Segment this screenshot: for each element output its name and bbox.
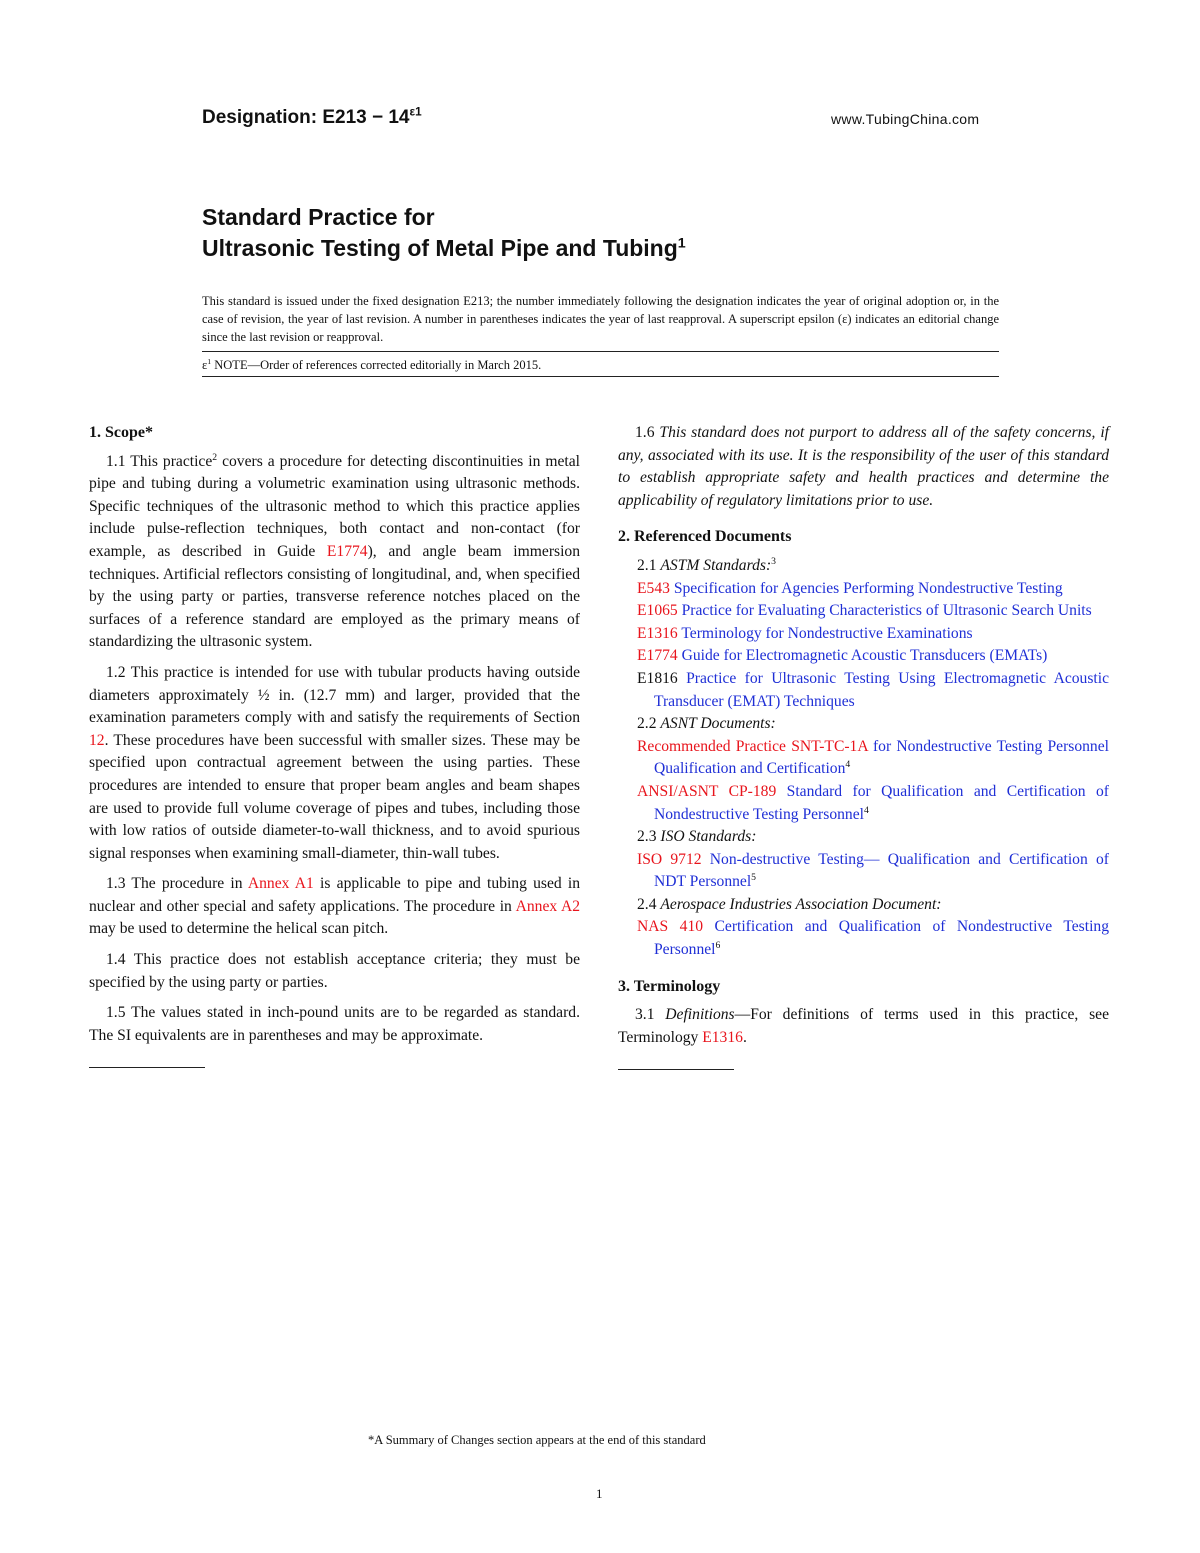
title-line-1: Standard Practice for xyxy=(202,204,435,230)
text: ASTM Standards: xyxy=(660,556,772,574)
website-url[interactable]: www.TubingChina.com xyxy=(831,111,980,127)
epsilon-note xyxy=(202,358,541,373)
footnote-mark: 3 xyxy=(771,555,776,567)
issue-note: This standard is issued under the fixed designation E213; the number immediately following the designation indicates the year of original adoption or, in the case of revision, the year of last revision. A number in parentheses indicates the year of last reapproval. A superscript epsilon (ε) indicates an editorial change since the last revision or reapproval. xyxy=(202,294,999,344)
paragraph-1-1 xyxy=(89,451,580,654)
text: 3.1 xyxy=(635,1006,666,1024)
reference-item[interactable] xyxy=(618,781,1109,826)
footnote-mark: 4 xyxy=(863,804,869,816)
link-section-12[interactable]: 12 xyxy=(89,731,105,749)
reference-title[interactable]: for Nondestructive Testing Personnel Qualification and Certification xyxy=(654,737,1109,778)
reference-code[interactable]: E1774 xyxy=(637,647,678,665)
reference-title[interactable]: Certification and Qualification of Nondestructive Testing Personnel xyxy=(654,918,1109,959)
astm-subheading xyxy=(618,555,1109,578)
reference-title[interactable]: Practice for Evaluating Characteristics of Ultrasonic Search Units xyxy=(677,602,1092,620)
text: . xyxy=(742,1028,747,1046)
reference-item[interactable] xyxy=(618,736,1109,781)
link-annex-a2[interactable]: Annex A2 xyxy=(515,897,581,915)
footnote-rule-left xyxy=(89,1067,205,1068)
iso-reference-list xyxy=(618,849,1109,894)
text: 1.6 xyxy=(635,424,660,441)
reference-code[interactable]: ISO 9712 xyxy=(637,850,702,868)
divider-top xyxy=(202,351,999,352)
page-number: 1 xyxy=(596,1486,603,1501)
title-text: Ultrasonic Testing of Metal Pipe and Tubing xyxy=(202,235,678,261)
reference-title[interactable]: Non-destructive Testing— Qualification and Certification of NDT Personnel xyxy=(654,850,1110,891)
asnt-subheading xyxy=(618,713,1109,736)
text: Aerospace Industries Association Document: xyxy=(660,895,942,913)
reference-code[interactable]: ANSI/ASNT CP-189 xyxy=(637,782,777,800)
epsilon-sup: 1 xyxy=(207,356,212,366)
footnote-mark: 2 xyxy=(212,451,218,463)
text: ASNT Documents: xyxy=(660,715,776,733)
left-column xyxy=(89,422,580,1068)
text: Definitions xyxy=(665,1006,735,1024)
divider-bottom xyxy=(202,376,999,377)
references-heading: 2. Referenced Documents xyxy=(618,528,792,546)
reference-code[interactable]: E1816 xyxy=(637,669,678,687)
footnote-rule-right xyxy=(618,1069,734,1070)
text: 1.2 This practice is intended for use with tubular products having outside diameters approximately ½ in. (12.7 mm) and larger, provided that the examination parameters comply with and satisfy the requirements of Section xyxy=(89,663,580,727)
reference-title[interactable]: Guide for Electromagnetic Acoustic Transducers (EMATs) xyxy=(677,647,1048,665)
paragraph-1-4: 1.4 This practice does not establish acceptance criteria; they must be specified by the using party or parties. xyxy=(89,951,580,991)
reference-item[interactable] xyxy=(618,600,1109,623)
text: may be used to determine the helical scan pitch. xyxy=(89,920,389,938)
paragraph-1-2 xyxy=(89,662,580,865)
iso-subheading xyxy=(618,826,1109,849)
reference-code[interactable]: E1065 xyxy=(637,602,678,620)
astm-reference-list xyxy=(618,578,1109,714)
text: 2.4 xyxy=(637,895,661,913)
text: 2.2 xyxy=(637,715,661,733)
asnt-reference-list xyxy=(618,736,1109,826)
reference-item[interactable] xyxy=(618,916,1109,961)
footnote-mark: 6 xyxy=(715,939,721,951)
title-footnote-mark: 1 xyxy=(677,235,686,252)
text: 1.3 The procedure in xyxy=(106,875,248,893)
link-e1316[interactable]: E1316 xyxy=(702,1028,743,1046)
text: 2.3 xyxy=(637,828,661,846)
reference-item[interactable] xyxy=(618,623,1109,646)
reference-code[interactable]: NAS 410 xyxy=(637,918,704,936)
reference-title[interactable]: Specification for Agencies Performing Nondestructive Testing xyxy=(669,579,1063,597)
reference-title[interactable]: Practice for Ultrasonic Testing Using Electromagnetic Acoustic Transducer (EMAT) Techniques xyxy=(654,669,1109,710)
reference-item[interactable] xyxy=(618,645,1109,668)
scope-heading: 1. Scope* xyxy=(89,424,153,441)
reference-code[interactable]: E1316 xyxy=(637,624,678,642)
designation-superscript: ε1 xyxy=(409,105,422,119)
epsilon-symbol: ε xyxy=(202,358,208,372)
text: This standard does not purport to address all of the safety concerns, if any, associated with its use. It is the responsibility of the user of this standard to establish appropriate safety and health practices and determine the applicability of regulatory limitations prior to use. xyxy=(618,424,1109,509)
reference-code[interactable]: Recommended Practice SNT-TC-1A xyxy=(637,737,868,755)
reference-code[interactable]: E543 xyxy=(637,579,670,597)
epsilon-note-text: NOTE—Order of references corrected editorially in March 2015. xyxy=(211,358,542,372)
paragraph-1-6 xyxy=(618,422,1109,512)
text: . These procedures have been successful with smaller sizes. These may be specified upon contractual agreement between the using parties. These procedures are intended to ensure that proper beam angles and beam shapes are used to provide full volume coverage of pipes and tubes, including those with low ratios of outside diameter-to-wall thickness, and to avoid spurious signal responses when examining small-diameter, thin-wall tubes. xyxy=(89,731,580,862)
reference-item[interactable] xyxy=(618,578,1109,601)
footnote-mark: 4 xyxy=(845,759,851,771)
aia-reference-list xyxy=(618,916,1109,961)
footnote-mark: 5 xyxy=(751,872,756,884)
text: ), and angle beam immersion techniques. Artificial reflectors consisting of longitudinal, and, when specified by the using party or parties, transverse reference notches placed on the surfaces of a reference standard are employed as the primary means of standardizing the ultrasonic system. xyxy=(89,542,581,651)
paragraph-1-5: 1.5 The values stated in inch-pound units are to be regarded as standard. The SI equivalents are in parentheses and may be approximate. xyxy=(89,1004,580,1044)
link-e1774[interactable]: E1774 xyxy=(326,542,368,560)
summary-of-changes-note: *A Summary of Changes section appears at the end of this standard xyxy=(368,1433,706,1447)
link-annex-a1[interactable]: Annex A1 xyxy=(247,875,314,893)
reference-title[interactable]: Standard for Qualification and Certification of Nondestructive Testing Personnel xyxy=(654,782,1109,823)
text: ISO Standards: xyxy=(660,828,757,846)
text: covers a procedure for detecting discontinuities in metal pipe and tubing during a volumetric examination using ultrasonic methods. Specific techniques of the ultrasonic method to which this practice applies include pulse-reflection techniques, both contact and non-contact (for example, as described in Guide xyxy=(89,452,580,560)
text: —For definitions of terms used in this practice, see Terminology xyxy=(618,1006,1110,1046)
right-column xyxy=(618,422,1109,1070)
title-line-2 xyxy=(202,235,686,262)
designation xyxy=(202,107,422,129)
terminology-heading: 3. Terminology xyxy=(618,977,721,995)
aia-subheading xyxy=(618,894,1109,917)
text: is applicable to pipe and tubing used in nuclear and other special and safety applications. The procedure in xyxy=(89,875,581,915)
designation-label: Designation: E213 − 14 xyxy=(202,107,410,128)
paragraph-1-3 xyxy=(89,873,580,941)
text: 2.1 xyxy=(637,556,661,574)
paragraph-3-1 xyxy=(618,1004,1109,1049)
reference-item[interactable] xyxy=(618,849,1109,894)
text: 1.1 This practice xyxy=(106,452,213,470)
reference-item[interactable] xyxy=(618,668,1109,713)
reference-title[interactable]: Terminology for Nondestructive Examinations xyxy=(677,624,973,642)
